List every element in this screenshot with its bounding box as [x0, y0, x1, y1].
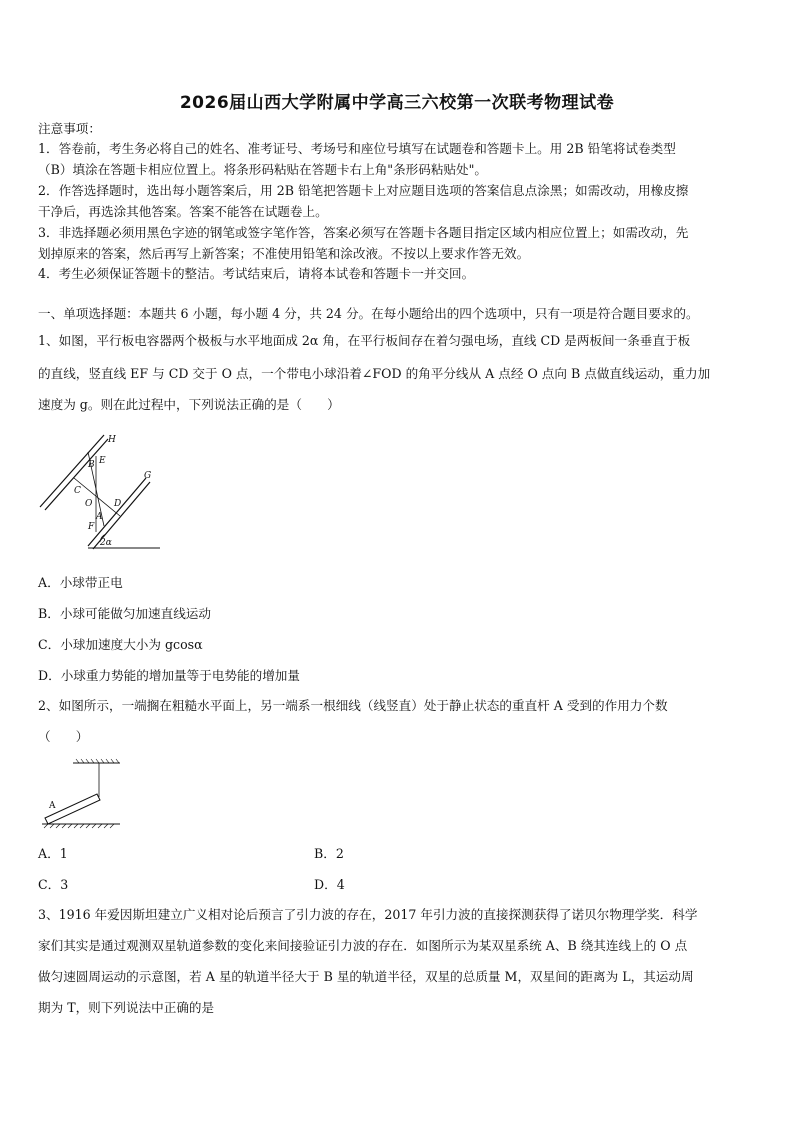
option: C．小球加速度大小为 gcosα — [38, 637, 203, 652]
notes-line: （B）填涂在答题卡相应位置上。将条形码粘贴在答题卡右上角"条形码粘贴处"。 — [38, 162, 488, 177]
figure-label: D — [114, 499, 122, 509]
notes-line: 4．考生必须保证答题卡的整洁。考试结束后，请将本试卷和答题卡一并交回。 — [38, 266, 475, 281]
figure-label: A — [96, 512, 103, 522]
notes-line: 干净后，再选涂其他答案。答案不能答在试题卷上。 — [38, 204, 328, 219]
rod-figure — [40, 758, 124, 830]
page-title: 2026届山西大学附属中学高三六校第一次联考物理试卷 — [179, 93, 615, 113]
option: A．小球带正电 — [38, 575, 123, 590]
question-text: 的直线，竖直线 EF 与 CD 交于 O 点，一个带电小球沿着∠FOD 的角平分线从 A 点经 O 点向 B 点做直线运动，重力加 — [38, 366, 711, 381]
capacitor-figure — [38, 430, 168, 552]
option: A．1 — [38, 846, 68, 861]
figure-label: E — [99, 456, 106, 466]
notes-line: 1．答卷前，考生务必将自己的姓名、准考证号、考场号和座位号填写在试题卷和答题卡上。用 2B 铅笔将试卷类型 — [38, 141, 676, 156]
figure-label: B — [88, 460, 95, 470]
figure-label: 2α — [100, 538, 112, 548]
figure-label: A — [49, 801, 56, 811]
notes-heading: 注意事项： — [38, 121, 101, 136]
option: D．4 — [314, 877, 345, 892]
option: B．小球可能做匀加速直线运动 — [38, 606, 211, 621]
section-heading: 一、单项选择题：本题共 6 小题，每小题 4 分，共 24 分。在每小题给出的四个选项中，只有一项是符合题目要求的。 — [38, 306, 699, 321]
figure-label: H — [108, 435, 116, 445]
question-text: 速度为 g。则在此过程中，下列说法正确的是（ ） — [38, 397, 340, 412]
figure-label: C — [74, 486, 81, 496]
notes-line: 3．非选择题必须用黑色字迹的钢笔或签字笔作答，答案必须写在答题卡各题目指定区域内相应位置上；如需改动，先 — [38, 225, 689, 240]
notes-line: 2．作答选择题时，选出每小题答案后，用 2B 铅笔把答题卡上对应题目选项的答案信息点涂黑；如需改动，用橡皮擦 — [38, 183, 689, 198]
option: B．2 — [314, 846, 344, 861]
option: D．小球重力势能的增加量等于电势能的增加量 — [38, 668, 300, 683]
question-text: 家们其实是通过观测双星轨道参数的变化来间接验证引力波的存在．如图所示为某双星系统 A、B 绕其连线上的 O 点 — [38, 938, 688, 953]
question-text: 1、如图，平行板电容器两个极板与水平地面成 2α 角，在平行板间存在着匀强电场，直线 CD 是两板间一条垂直于板 — [38, 333, 691, 348]
question-text: 2、如图所示，一端搁在粗糙水平面上，另一端系一根细线（线竖直）处于静止状态的重直杆 A 受到的作用力个数 — [38, 698, 668, 713]
notes-line: 划掉原来的答案，然后再写上新答案；不准使用铅笔和涂改液。不按以上要求作答无效。 — [38, 246, 530, 261]
question-text: （ ） — [38, 729, 89, 744]
question-text: 做匀速圆周运动的示意图，若 A 星的轨道半径大于 B 星的轨道半径，双星的总质量 M，双星间的距离为 L，其运动周 — [38, 969, 694, 984]
figure-label: O — [85, 499, 93, 509]
figure-label: F — [88, 522, 95, 532]
option: C．3 — [38, 877, 69, 892]
question-text: 3、1916 年爱因斯坦建立广义相对论后预言了引力波的存在，2017 年引力波的直接探测获得了诺贝尔物理学奖．科学 — [38, 907, 698, 922]
question-text: 期为 T，则下列说法中正确的是 — [38, 1000, 215, 1015]
figure-label: G — [144, 471, 152, 481]
